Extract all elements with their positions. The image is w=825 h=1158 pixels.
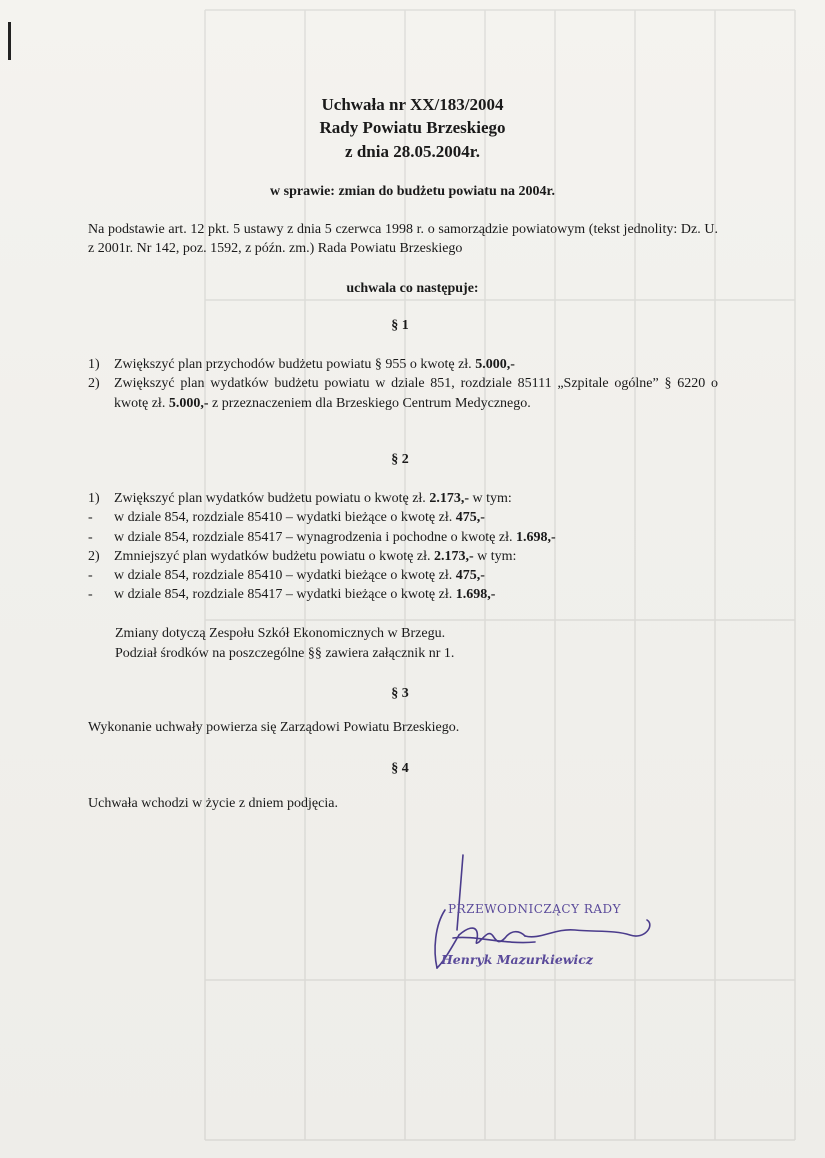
list-item: [88, 528, 718, 547]
item-tail: z przeznaczeniem dla Brzeskiego Centrum Medycznego.: [208, 395, 531, 411]
item-amount: 1.698,-: [515, 529, 556, 545]
list-item: [88, 547, 718, 566]
section-4-heading: § 4: [391, 761, 409, 776]
item-text: w dziale 854, rozdziale 85410 – wydatki bieżące o kwotę zł.: [114, 568, 456, 584]
item-text: w dziale 854, rozdziale 85417 – wydatki bieżące o kwotę zł.: [114, 587, 456, 603]
item-amount: 2.173,-: [429, 491, 469, 506]
section-2-list: [88, 489, 718, 605]
item-amount: 1.698,-: [455, 587, 496, 603]
item-amount: 5.000,-: [168, 395, 209, 411]
section-1-list: [88, 355, 718, 413]
item-marker: 1): [88, 491, 100, 506]
item-tail: w tym:: [473, 548, 517, 564]
item-text: Zmniejszyć plan wydatków budżetu powiatu o kwotę zł.: [114, 548, 434, 564]
section-4-text: Uchwała wchodzi w życie z dniem podjęcia.: [88, 796, 338, 811]
list-item: [88, 585, 718, 604]
stamp-name: Henryk Mazurkiewicz: [441, 952, 594, 967]
item-text: w dziale 854, rozdziale 85417 – wynagrodzenia i pochodne o kwotę zł.: [114, 529, 516, 545]
item-amount: 475,-: [455, 568, 485, 584]
item-marker: -: [88, 510, 93, 526]
item-text: w dziale 854, rozdziale 85410 – wydatki bieżące o kwotę zł.: [114, 510, 456, 526]
council-name: Rady Powiatu Brzeskiego: [319, 118, 506, 137]
item-amount: 475,-: [455, 510, 485, 526]
section-2-note-2: Podział środków na poszczególne §§ zawiera załącznik nr 1.: [115, 646, 455, 661]
list-item: [88, 355, 718, 374]
section-2-heading: § 2: [391, 452, 409, 467]
resolution-number: Uchwała nr XX/183/2004: [321, 95, 504, 114]
item-amount: 2.173,-: [433, 548, 474, 564]
section-3-text: Wykonanie uchwały powierza się Zarządowi Powiatu Brzeskiego.: [88, 720, 460, 735]
item-marker: -: [88, 529, 93, 545]
item-marker: 2): [88, 376, 100, 392]
item-marker: -: [88, 587, 93, 603]
item-tail: w tym:: [468, 491, 512, 506]
item-amount: 5.000,-: [475, 357, 515, 372]
item-text: Zwiększyć plan wydatków budżetu powiatu o kwotę zł.: [114, 491, 430, 506]
resolves-heading: uchwala co następuje:: [346, 281, 479, 296]
resolution-subject: w sprawie: zmian do budżetu powiatu na 2004r.: [270, 184, 555, 199]
item-text: Zwiększyć plan przychodów budżetu powiatu § 955 o kwotę zł.: [114, 357, 476, 372]
section-1-heading: § 1: [391, 318, 409, 333]
item-marker: 1): [88, 357, 100, 372]
list-item: [88, 566, 718, 585]
item-text: Zwiększyć plan wydatków budżetu powiatu w dziale 851, rozdziale 85111 „Szpitale ogólne” § 6220 o kwotę zł.: [114, 376, 718, 411]
list-item: [88, 508, 718, 527]
staple-mark: [8, 22, 11, 60]
list-item: [88, 489, 718, 508]
list-item: [88, 374, 718, 413]
item-marker: -: [88, 568, 93, 584]
item-marker: 2): [88, 548, 100, 564]
section-2-note-1: Zmiany dotyczą Zespołu Szkół Ekonomicznych w Brzegu.: [115, 626, 446, 641]
stamp-title: PRZEWODNICZĄCY RADY: [448, 902, 622, 916]
resolution-date: z dnia 28.05.2004r.: [345, 142, 480, 161]
legal-basis-paragraph: Na podstawie art. 12 pkt. 5 ustawy z dnia 5 czerwca 1998 r. o samorządzie powiatowym (tekst jednolity: Dz. U. z 2001r. Nr 142, poz. 1592, z późn. zm.) Rada Powiatu Brzeskiego: [88, 222, 718, 256]
section-3-heading: § 3: [391, 686, 409, 701]
